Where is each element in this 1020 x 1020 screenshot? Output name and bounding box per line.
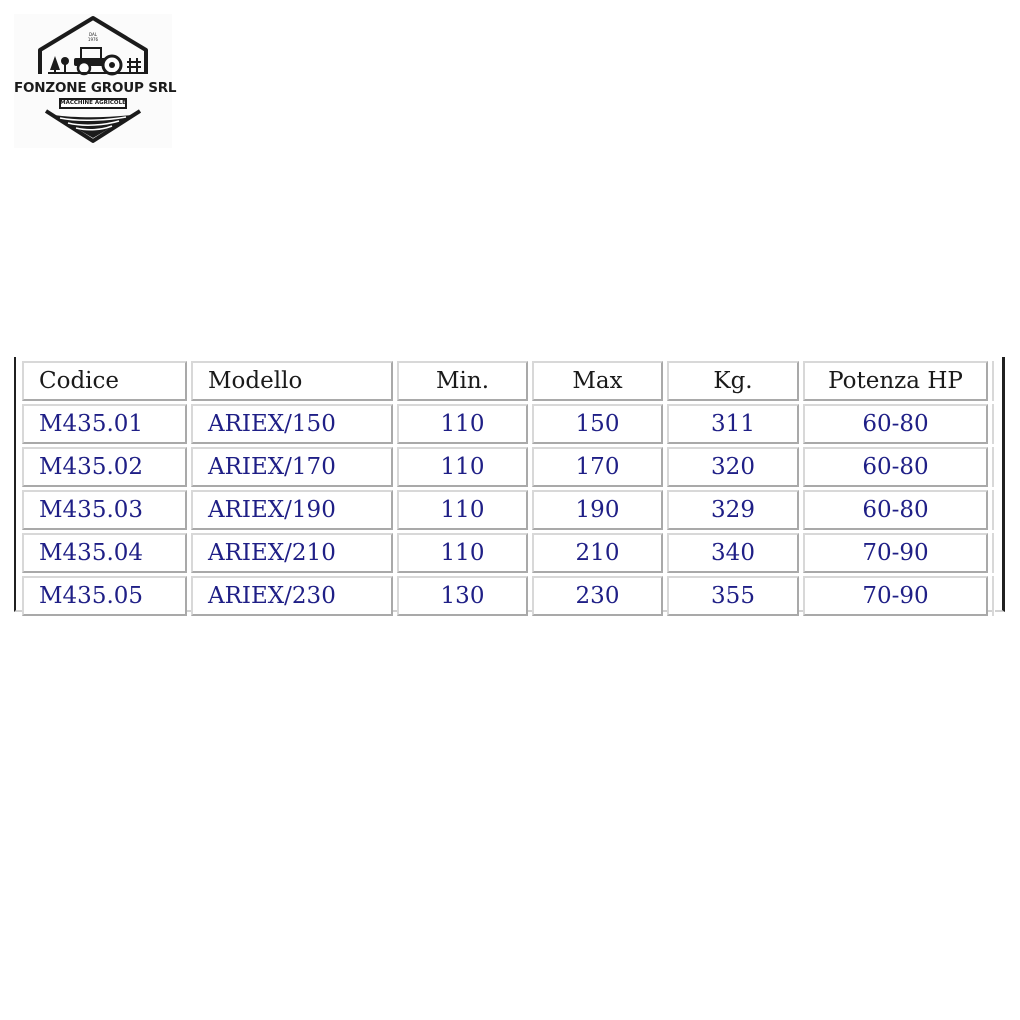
header-max: Max: [532, 361, 663, 401]
cell-min: 110: [397, 533, 528, 573]
cell-potenza-hp: 60-80: [803, 404, 988, 444]
table-row: [22, 533, 995, 573]
cell-codice: M435.03: [22, 490, 187, 530]
cell-max: 210: [532, 533, 663, 573]
table-cell-edge: [992, 361, 995, 401]
cell-min: 110: [397, 447, 528, 487]
header-codice: Codice: [22, 361, 187, 401]
cell-codice: M435.05: [22, 576, 187, 616]
table-cell-edge: [992, 490, 995, 530]
spec-table-frame: [14, 357, 1005, 612]
cell-modello: ARIEX/170: [191, 447, 393, 487]
table-cell-edge: [992, 404, 995, 444]
cell-min: 130: [397, 576, 528, 616]
table-cell-edge: [992, 576, 995, 616]
table-row: [22, 404, 995, 444]
cell-max: 190: [532, 490, 663, 530]
logo-since-year: 1976: [87, 37, 99, 42]
cell-min: 110: [397, 404, 528, 444]
header-potenza-hp: Potenza HP: [803, 361, 988, 401]
table-row: [22, 576, 995, 616]
header-modello: Modello: [191, 361, 393, 401]
cell-modello: ARIEX/230: [191, 576, 393, 616]
cell-potenza-hp: 70-90: [803, 576, 988, 616]
cell-kg: 320: [667, 447, 799, 487]
cell-potenza-hp: 70-90: [803, 533, 988, 573]
table-row: [22, 490, 995, 530]
cell-kg: 311: [667, 404, 799, 444]
header-min: Min.: [397, 361, 528, 401]
cell-potenza-hp: 60-80: [803, 447, 988, 487]
cell-codice: M435.04: [22, 533, 187, 573]
cell-codice: M435.02: [22, 447, 187, 487]
cell-modello: ARIEX/150: [191, 404, 393, 444]
cell-max: 230: [532, 576, 663, 616]
logo-since-label: DAL: [89, 32, 97, 37]
logo-tagline: MACCHINE AGRICOLE: [60, 100, 126, 106]
table-header-row: [22, 361, 995, 401]
table-cell-edge: [992, 533, 995, 573]
cell-kg: 340: [667, 533, 799, 573]
cell-max: 170: [532, 447, 663, 487]
logo-since: [83, 32, 103, 42]
cell-modello: ARIEX/210: [191, 533, 393, 573]
table-cell-edge: [992, 447, 995, 487]
cell-min: 110: [397, 490, 528, 530]
header-kg: Kg.: [667, 361, 799, 401]
company-logo: [14, 14, 177, 148]
spec-table: [18, 358, 999, 619]
cell-modello: ARIEX/190: [191, 490, 393, 530]
cell-kg: 355: [667, 576, 799, 616]
table-row: [22, 447, 995, 487]
logo-company-name: FONZONE GROUP SRL: [14, 80, 177, 96]
cell-kg: 329: [667, 490, 799, 530]
cell-potenza-hp: 60-80: [803, 490, 988, 530]
cell-codice: M435.01: [22, 404, 187, 444]
cell-max: 150: [532, 404, 663, 444]
